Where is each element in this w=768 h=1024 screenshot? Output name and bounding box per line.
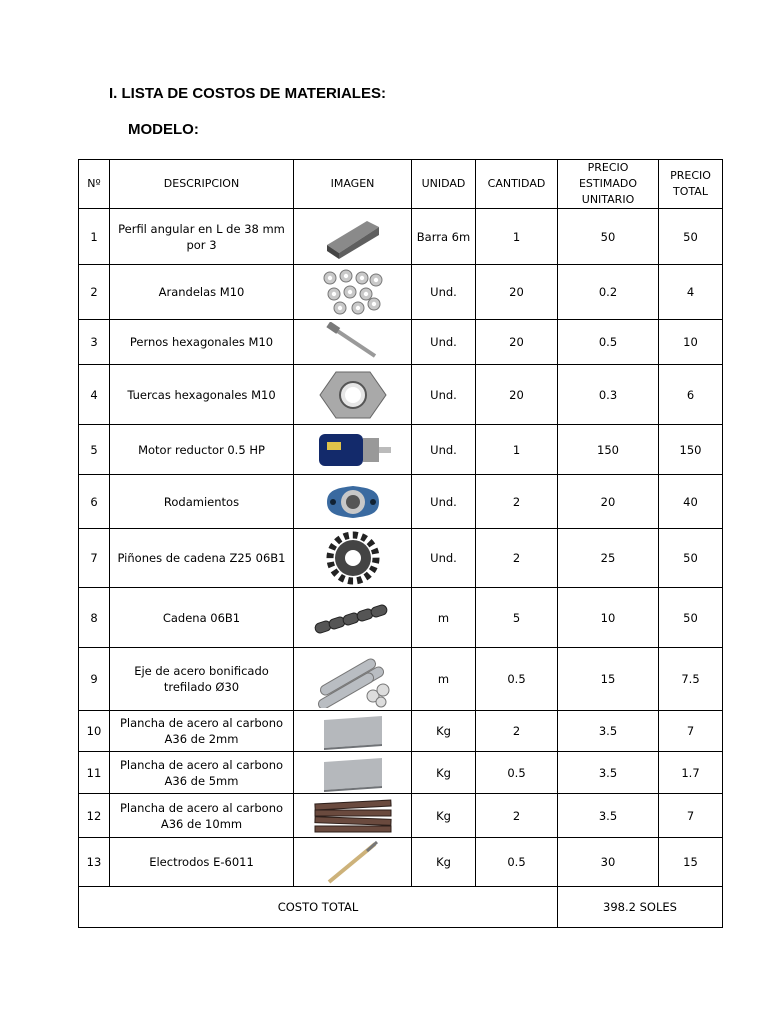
cell-total-price: 1.7 [659, 752, 723, 794]
cell-unit: Kg [412, 838, 476, 887]
cell-description: Plancha de acero al carbono A36 de 2mm [110, 711, 294, 752]
table-row [79, 838, 723, 887]
cell-unit-price: 150 [558, 425, 659, 475]
table-row [79, 711, 723, 752]
cell-unit: Und. [412, 475, 476, 529]
sprocket-icon [296, 531, 409, 585]
cell-unit-price: 25 [558, 529, 659, 588]
cell-quantity: 0.5 [476, 752, 558, 794]
angle-profile-icon [296, 215, 409, 259]
cell-description: Arandelas M10 [110, 265, 294, 320]
cell-unit-price: 15 [558, 648, 659, 711]
header-num: Nº [79, 160, 110, 209]
cell-total-price: 15 [659, 838, 723, 887]
cell-description: Perfil angular en L de 38 mm por 3 [110, 209, 294, 265]
cell-unit: Und. [412, 425, 476, 475]
cell-quantity: 20 [476, 320, 558, 365]
table-row [79, 365, 723, 425]
materials-cost-table [78, 159, 723, 928]
steel-plate-icon [296, 754, 409, 792]
cell-unit: Und. [412, 265, 476, 320]
cell-image [294, 475, 412, 529]
bolt-icon [296, 322, 409, 362]
cell-image [294, 711, 412, 752]
table-row [79, 265, 723, 320]
roller-chain-icon [296, 596, 409, 640]
cell-description: Plancha de acero al carbono A36 de 10mm [110, 794, 294, 838]
steel-plates-stack-icon [296, 796, 409, 836]
cell-unit-price: 0.3 [558, 365, 659, 425]
cell-total-price: 7.5 [659, 648, 723, 711]
cell-description: Tuercas hexagonales M10 [110, 365, 294, 425]
cell-total-price: 10 [659, 320, 723, 365]
header-quantity: CANTIDAD [476, 160, 558, 209]
welding-electrode-icon [296, 838, 409, 886]
cell-unit: Barra 6m [412, 209, 476, 265]
washers-icon [296, 268, 409, 316]
cell-quantity: 20 [476, 265, 558, 320]
total-value: 398.2 SOLES [558, 887, 723, 928]
cell-unit: m [412, 588, 476, 648]
cell-unit-price: 0.5 [558, 320, 659, 365]
steel-plate-icon [296, 712, 409, 750]
cell-image [294, 365, 412, 425]
cell-num: 11 [79, 752, 110, 794]
cell-num: 10 [79, 711, 110, 752]
cell-unit-price: 10 [558, 588, 659, 648]
cell-unit-price: 30 [558, 838, 659, 887]
cell-quantity: 2 [476, 475, 558, 529]
cell-image [294, 425, 412, 475]
cell-num: 2 [79, 265, 110, 320]
cell-unit: Kg [412, 752, 476, 794]
table-row [79, 648, 723, 711]
cell-unit-price: 50 [558, 209, 659, 265]
cell-quantity: 20 [476, 365, 558, 425]
cell-description: Pernos hexagonales M10 [110, 320, 294, 365]
table-row [79, 588, 723, 648]
total-label: COSTO TOTAL [79, 887, 558, 928]
cell-quantity: 0.5 [476, 648, 558, 711]
cell-description: Cadena 06B1 [110, 588, 294, 648]
cell-total-price: 150 [659, 425, 723, 475]
table-row [79, 209, 723, 265]
cell-image [294, 209, 412, 265]
cell-quantity: 2 [476, 711, 558, 752]
cell-total-price: 50 [659, 588, 723, 648]
header-total-price: PRECIO TOTAL [659, 160, 723, 209]
cell-image [294, 588, 412, 648]
cell-total-price: 50 [659, 209, 723, 265]
flange-bearing-icon [296, 478, 409, 526]
cell-num: 5 [79, 425, 110, 475]
cell-num: 13 [79, 838, 110, 887]
cell-total-price: 7 [659, 711, 723, 752]
cell-num: 4 [79, 365, 110, 425]
cell-quantity: 1 [476, 209, 558, 265]
cell-total-price: 40 [659, 475, 723, 529]
cell-image [294, 648, 412, 711]
hex-nut-icon [296, 368, 409, 422]
cell-total-price: 50 [659, 529, 723, 588]
cell-num: 7 [79, 529, 110, 588]
cell-description: Electrodos E-6011 [110, 838, 294, 887]
cell-image [294, 265, 412, 320]
cell-unit: Und. [412, 529, 476, 588]
cell-unit-price: 20 [558, 475, 659, 529]
cell-num: 9 [79, 648, 110, 711]
gear-motor-icon [296, 428, 409, 472]
cell-image [294, 752, 412, 794]
cell-num: 12 [79, 794, 110, 838]
cell-description: Piñones de cadena Z25 06B1 [110, 529, 294, 588]
cell-image [294, 320, 412, 365]
cell-quantity: 5 [476, 588, 558, 648]
cell-image [294, 794, 412, 838]
cell-num: 1 [79, 209, 110, 265]
header-image: IMAGEN [294, 160, 412, 209]
header-description: DESCRIPCION [110, 160, 294, 209]
cell-num: 8 [79, 588, 110, 648]
document-subtitle: MODELO: [128, 121, 199, 138]
header-unit-price: PRECIO ESTIMADO UNITARIO [558, 160, 659, 209]
cell-unit: Und. [412, 365, 476, 425]
table-header-row [79, 160, 723, 209]
cell-unit-price: 3.5 [558, 752, 659, 794]
cell-description: Motor reductor 0.5 HP [110, 425, 294, 475]
document-title: I. LISTA DE COSTOS DE MATERIALES: [109, 85, 386, 102]
steel-rods-icon [296, 650, 409, 708]
cell-total-price: 7 [659, 794, 723, 838]
cell-num: 3 [79, 320, 110, 365]
cell-unit-price: 3.5 [558, 794, 659, 838]
cell-description: Plancha de acero al carbono A36 de 5mm [110, 752, 294, 794]
cell-unit: Und. [412, 320, 476, 365]
cell-total-price: 6 [659, 365, 723, 425]
table-row [79, 529, 723, 588]
cell-description: Rodamientos [110, 475, 294, 529]
cell-unit-price: 3.5 [558, 711, 659, 752]
header-unit: UNIDAD [412, 160, 476, 209]
cell-image [294, 529, 412, 588]
table-row [79, 475, 723, 529]
cell-quantity: 1 [476, 425, 558, 475]
cell-description: Eje de acero bonificado trefilado Ø30 [110, 648, 294, 711]
cell-quantity: 0.5 [476, 838, 558, 887]
cell-image [294, 838, 412, 887]
cell-quantity: 2 [476, 529, 558, 588]
table-row [79, 752, 723, 794]
cell-unit: Kg [412, 711, 476, 752]
table-row [79, 320, 723, 365]
cell-unit: m [412, 648, 476, 711]
table-row [79, 794, 723, 838]
cell-total-price: 4 [659, 265, 723, 320]
cell-unit-price: 0.2 [558, 265, 659, 320]
cell-unit: Kg [412, 794, 476, 838]
total-row [79, 887, 723, 928]
cell-num: 6 [79, 475, 110, 529]
table-row [79, 425, 723, 475]
cell-quantity: 2 [476, 794, 558, 838]
